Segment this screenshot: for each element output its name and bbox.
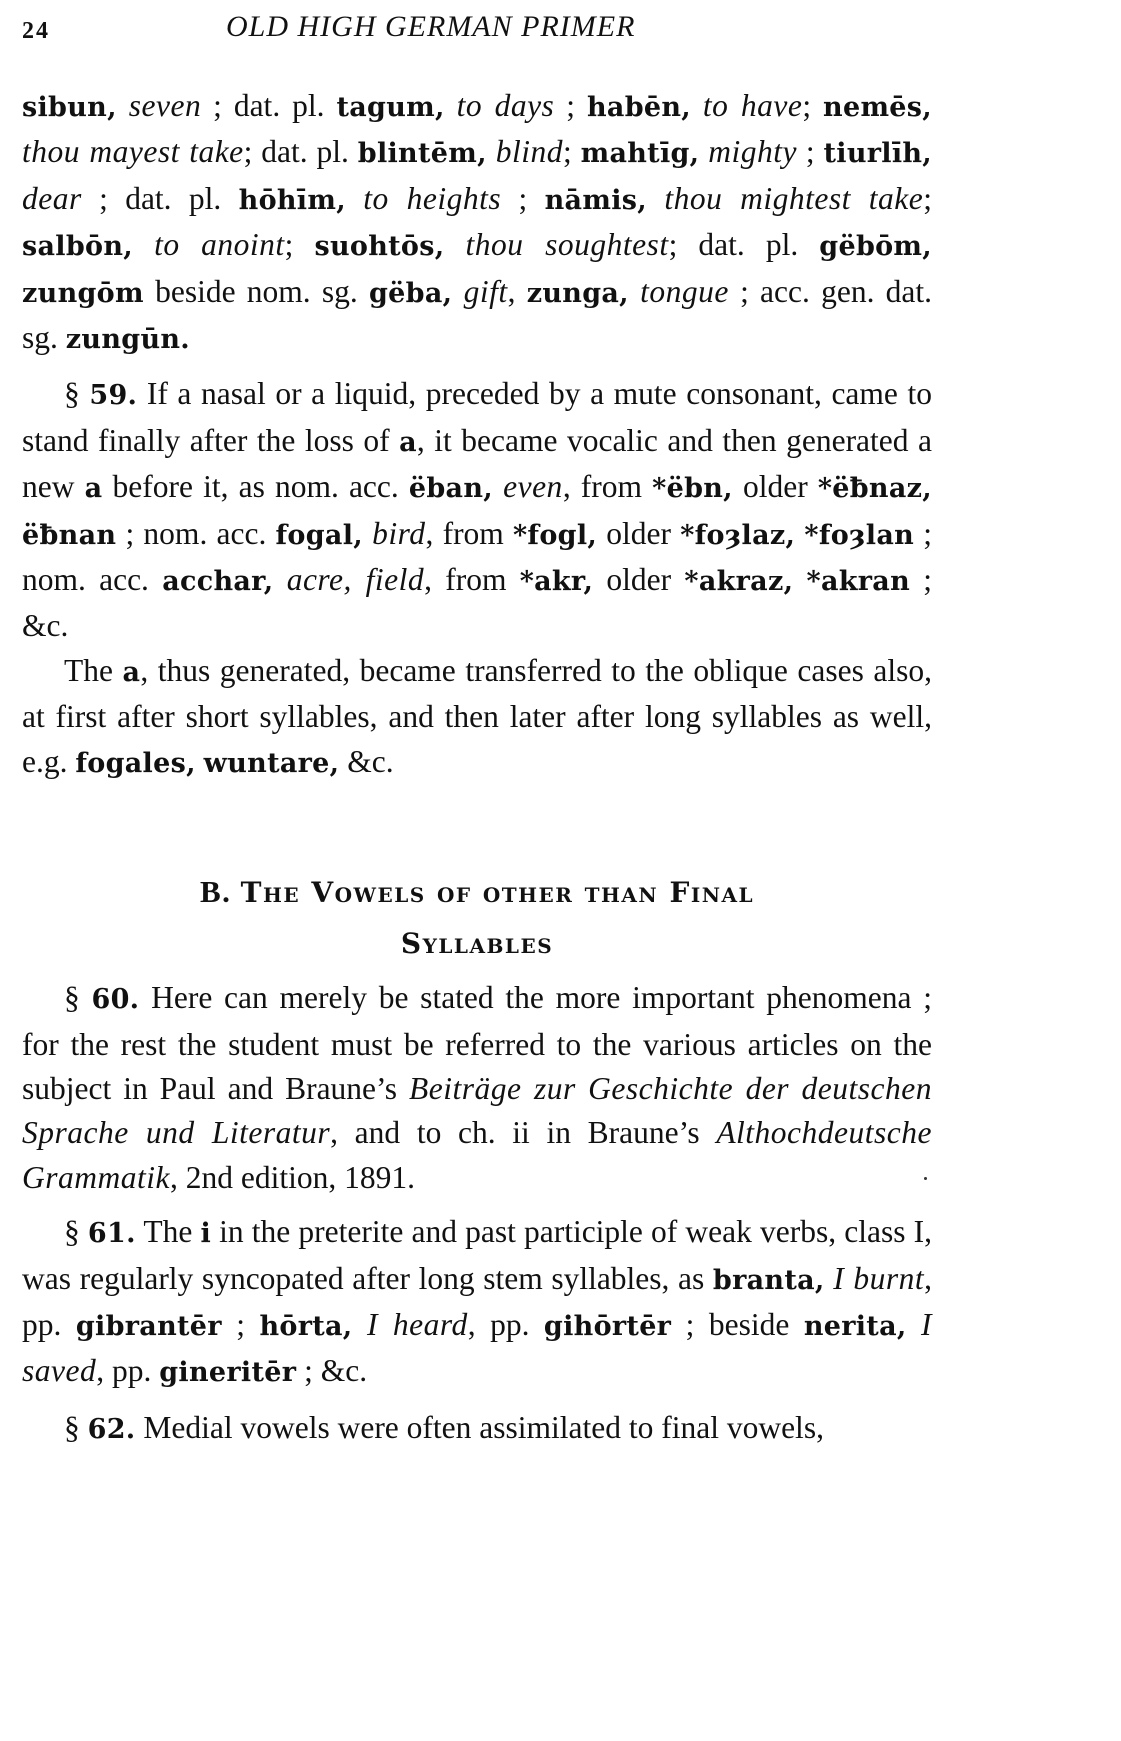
- bold-term: *fogl,: [513, 519, 598, 551]
- bold-term: fogal,: [275, 519, 363, 551]
- italic-gloss: Althochdeutsche Grammatik: [22, 1115, 932, 1195]
- bold-term: ëban,: [408, 473, 493, 505]
- text-run: ;: [802, 88, 824, 123]
- bold-term: zunga,: [526, 277, 629, 309]
- text-run: beside nom. sg.: [143, 273, 369, 309]
- italic-gloss: thou mayest take: [22, 134, 244, 170]
- text-run: ; dat. pl.: [243, 134, 358, 170]
- text-run: [445, 88, 457, 123]
- paragraph-section-62: [22, 1406, 932, 1452]
- text-run: [691, 88, 703, 123]
- bold-term: *akr,: [519, 566, 594, 598]
- bold-term: tagum,: [336, 92, 445, 123]
- text-run: older: [732, 469, 818, 505]
- italic-gloss: mighty: [708, 134, 797, 170]
- bold-term: *ëƀnaz, ëƀnan: [22, 473, 932, 551]
- italic-gloss: I burnt: [833, 1260, 925, 1296]
- bold-term: gibrantēr: [75, 1310, 222, 1342]
- bold-term: *ëbn,: [652, 473, 733, 505]
- print-speck: [924, 1177, 927, 1180]
- bold-term: sibun,: [22, 92, 117, 123]
- section-title-part-2: Syllables: [400, 927, 554, 961]
- italic-gloss: thou soughtest: [465, 227, 669, 263]
- text-run: , and to ch. ii in Braune’s: [330, 1115, 717, 1151]
- text-run: ;: [554, 88, 587, 123]
- bold-term: 59.: [89, 380, 138, 412]
- italic-gloss: bird: [372, 515, 426, 551]
- paragraph-section-59-continued: [22, 649, 932, 786]
- text-run: [699, 134, 708, 169]
- text-run: If a nasal or a liquid, preceded by a mute consonant, came to stand finally after the loss of: [22, 376, 932, 458]
- bold-term: zungōm: [22, 277, 144, 309]
- bold-term: a: [122, 656, 141, 688]
- paragraph-section-61: [22, 1210, 932, 1396]
- text-run: ;: [221, 1306, 260, 1342]
- bold-term: gineritēr: [159, 1357, 297, 1389]
- text-run: ; acc. gen. dat. sg.: [22, 273, 933, 356]
- bold-term: 61.: [87, 1218, 136, 1250]
- italic-gloss: even: [503, 469, 563, 505]
- text-run: [196, 744, 204, 779]
- bold-term: 62.: [87, 1413, 136, 1445]
- text-run: The: [64, 652, 123, 688]
- text-run: §: [64, 376, 90, 412]
- text-run: [444, 227, 465, 262]
- paragraph-section-59: [22, 372, 932, 648]
- italic-gloss: Beiträge zur Geschichte der deutschen Sprache und Literatur: [22, 1070, 932, 1151]
- italic-gloss: acre, field: [286, 562, 425, 598]
- italic-gloss: I heard: [366, 1306, 468, 1342]
- bold-term: branta,: [712, 1264, 825, 1296]
- bold-term: a: [84, 473, 103, 505]
- text-run: [629, 274, 640, 309]
- bold-term: habēn,: [586, 92, 691, 123]
- bold-term: gihōrtēr: [543, 1310, 672, 1342]
- text-run: ; nom. acc.: [116, 515, 276, 551]
- text-run: ; dat. pl.: [201, 88, 337, 123]
- bold-term: nerita,: [803, 1310, 907, 1342]
- text-run: [133, 227, 154, 262]
- bold-term: salbōn,: [22, 231, 133, 263]
- text-run: , from: [425, 515, 513, 551]
- text-run: ;: [923, 180, 933, 216]
- bold-term: zungūn.: [65, 324, 190, 356]
- text-run: , it became vocalic and then generated a new: [22, 422, 932, 505]
- bold-term: *foȝlan: [804, 519, 915, 551]
- bold-term: suohtōs,: [314, 231, 445, 263]
- bold-term: fogales,: [75, 747, 196, 779]
- bold-term: nemēs,: [823, 92, 932, 123]
- bold-term: hōrta,: [259, 1310, 353, 1342]
- text-run: ;: [501, 180, 545, 216]
- text-run: [493, 469, 503, 504]
- text-run: [452, 274, 463, 309]
- bold-term: 60.: [91, 984, 140, 1016]
- bold-term: a: [399, 426, 417, 458]
- text-run: ; beside: [671, 1306, 804, 1342]
- italic-gloss: I saved: [22, 1306, 933, 1389]
- italic-gloss: to anoint: [154, 227, 285, 263]
- text-run: , 2nd edition, 1891.: [170, 1159, 415, 1195]
- text-run: ; &c.: [22, 562, 933, 644]
- paragraph-section-60: [22, 976, 932, 1200]
- text-run: ;: [797, 134, 824, 170]
- text-run: [793, 562, 806, 597]
- text-run: [273, 562, 286, 597]
- text-run: [346, 181, 363, 216]
- section-heading-line-2: [22, 921, 932, 966]
- italic-gloss: blind: [495, 134, 563, 170]
- bold-term: wuntare,: [203, 747, 340, 779]
- text-run: ,: [507, 273, 527, 309]
- text-run: , pp.: [467, 1306, 544, 1342]
- text-run: older: [593, 562, 685, 598]
- text-run: ; &c.: [296, 1353, 368, 1389]
- bold-term: gëbōm,: [819, 231, 932, 263]
- paragraph-continuation: [22, 84, 932, 362]
- italic-gloss: seven: [128, 88, 202, 123]
- italic-gloss: to days: [456, 88, 555, 123]
- text-run: [647, 181, 664, 216]
- text-run: [363, 516, 372, 551]
- text-run: before it, as nom. acc.: [102, 469, 409, 505]
- running-head: [22, 10, 932, 50]
- text-run: , thus generated, became transferred to the oblique cases also, at first after short syllables, and then later after long syllables as well, e.g.: [22, 652, 932, 779]
- bold-term: *foȝlaz,: [680, 519, 796, 551]
- text-run: , pp.: [96, 1353, 160, 1389]
- text-run: , pp.: [22, 1260, 932, 1342]
- bold-term: mahtīg,: [580, 138, 700, 170]
- text-run: [117, 88, 129, 123]
- text-run: ; nom. acc.: [22, 515, 933, 598]
- bold-term: gëba,: [369, 277, 453, 309]
- bold-term: *akran: [806, 566, 911, 598]
- body-text: [22, 84, 932, 1452]
- text-run: &c.: [339, 743, 394, 779]
- italic-gloss: to have: [702, 88, 803, 123]
- text-run: The: [135, 1214, 201, 1250]
- italic-gloss: tongue: [640, 273, 729, 309]
- text-run: Here can merely be stated the more important phenomena ; for the rest the student must be referred to the various articles on the subject in Paul and Braune’s: [22, 980, 932, 1106]
- text-run: [907, 1307, 921, 1342]
- section-heading-line-1: [22, 870, 932, 915]
- text-run: older: [597, 515, 681, 551]
- section-heading: [22, 870, 932, 966]
- bold-term: nāmis,: [544, 184, 647, 216]
- paragraphs-before-heading: [22, 84, 932, 786]
- text-run: §: [64, 980, 92, 1016]
- text-run: Medial vowels were often assimilated to final vowels,: [135, 1409, 824, 1445]
- bold-term: blintēm,: [357, 138, 487, 170]
- bold-term: acchar,: [162, 566, 274, 598]
- text-run: , from: [562, 469, 653, 505]
- italic-gloss: to heights: [363, 180, 502, 216]
- paragraphs-after-heading: [22, 976, 932, 1452]
- text-run: , from: [424, 562, 520, 598]
- running-title: OLD HIGH GERMAN PRIMER: [226, 10, 636, 43]
- text-run: in the preterite and past participle of weak verbs, class I, was regularly syncopated after long stem syllables, as: [22, 1214, 933, 1296]
- text-run: [487, 134, 496, 169]
- italic-gloss: thou mightest take: [664, 180, 924, 216]
- italic-gloss: gift: [463, 273, 508, 309]
- text-run: [825, 1261, 834, 1296]
- text-run: §: [64, 1409, 88, 1445]
- bold-term: i: [200, 1218, 212, 1250]
- text-run: [353, 1307, 367, 1342]
- text-run: §: [64, 1214, 88, 1250]
- section-title-part-1: The Vowels of other than Final: [240, 876, 755, 910]
- text-run: ; dat. pl.: [668, 227, 820, 263]
- text-run: ; dat. pl.: [81, 180, 239, 216]
- text-run: ;: [284, 227, 315, 263]
- bold-term: *akraz,: [684, 566, 794, 598]
- text-run: ;: [562, 134, 581, 170]
- italic-gloss: dear: [22, 180, 82, 216]
- section-letter: B.: [199, 874, 232, 910]
- bold-term: tiurlīh,: [823, 138, 933, 170]
- bold-term: hōhīm,: [238, 184, 346, 216]
- page-number: 24: [22, 18, 50, 44]
